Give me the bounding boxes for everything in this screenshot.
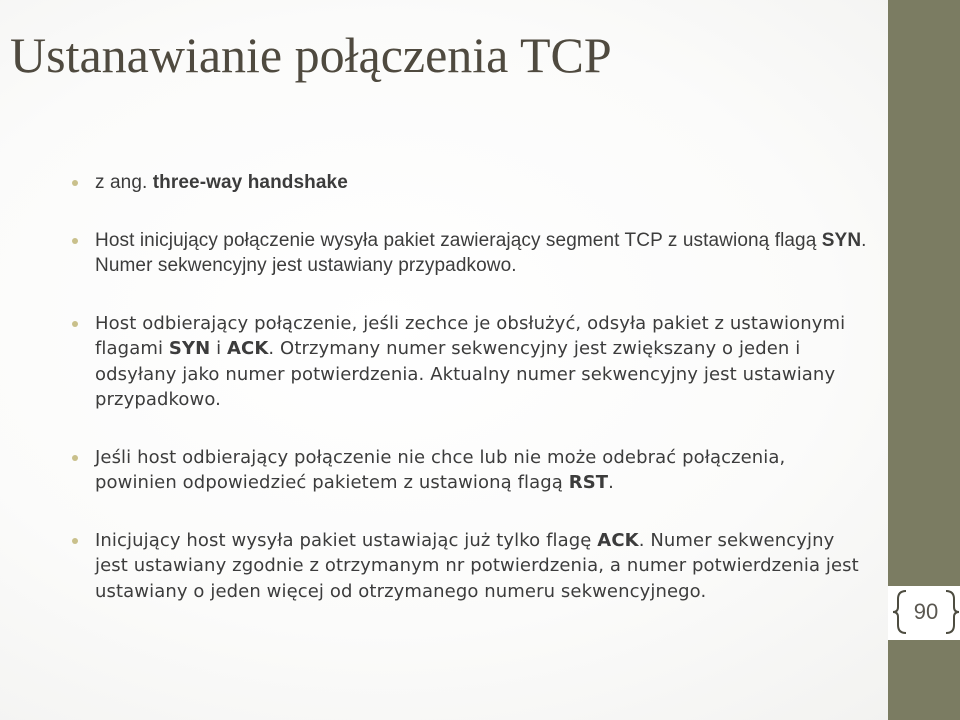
bullet-list (70, 170, 870, 604)
bullet-item-syn-ack (70, 311, 870, 413)
bullet-item-ack (70, 528, 870, 605)
bullet-item-rst (70, 445, 870, 496)
bullet-text: Host inicjujący połączenie wysyła pakiet zawierający segment TCP z ustawioną flagą (95, 229, 822, 251)
keyword-three-way-handshake: three-way handshake (152, 172, 348, 193)
bullet-marker (72, 321, 78, 327)
left-brace-icon (891, 589, 909, 635)
page-number: 90 (913, 599, 939, 624)
bullet-text: Jeśli host odbierający połączenie nie chce lub nie może odebrać połączenia, powinien odpowiedzieć pakietem z ustawioną flagą (95, 446, 786, 493)
bullet-marker (72, 538, 78, 544)
bullet-text: z ang. (95, 172, 153, 193)
keyword-syn: SYN (821, 229, 862, 251)
keyword-rst: RST (568, 472, 609, 493)
bullet-text: Inicjujący host wysyła pakiet ustawiając już tylko flagę (95, 529, 598, 551)
keyword-ack: ACK (227, 338, 269, 359)
bullet-marker (72, 180, 78, 186)
bullet-text: . Otrzymany numer sekwencyjny jest zwiększany o jeden i odsyłany jako numer potwierdzenia. Aktualny numer sekwencyjny jest ustawiany przypadkowo. (95, 338, 836, 410)
bullet-text: . Numer sekwencyjny jest ustawiany zgodnie z otrzymanym nr potwierdzenia, a numer potwierdzenia jest ustawiany o jeden więcej od otrzymanego numeru sekwencyjnego. (95, 529, 859, 602)
bullet-text: Host odbierający połączenie, jeśli zechce je obsłużyć, odsyła pakiet z ustawionymi flagami (95, 312, 846, 359)
bullet-marker (72, 455, 78, 461)
page-number-badge (888, 586, 960, 640)
bullet-text: . (608, 472, 614, 493)
bullet-text: . Numer sekwencyjny jest ustawiany przypadkowo. (95, 229, 867, 276)
bullet-marker (72, 238, 78, 244)
bullet-text: i (210, 338, 228, 359)
keyword-ack: ACK (597, 529, 639, 551)
keyword-syn: SYN (168, 338, 211, 359)
bullet-item-handshake (70, 170, 870, 196)
right-brace-icon (944, 589, 960, 635)
slide-title: Ustanawianie połączenia TCP (10, 27, 612, 83)
bullet-item-syn (70, 228, 870, 279)
